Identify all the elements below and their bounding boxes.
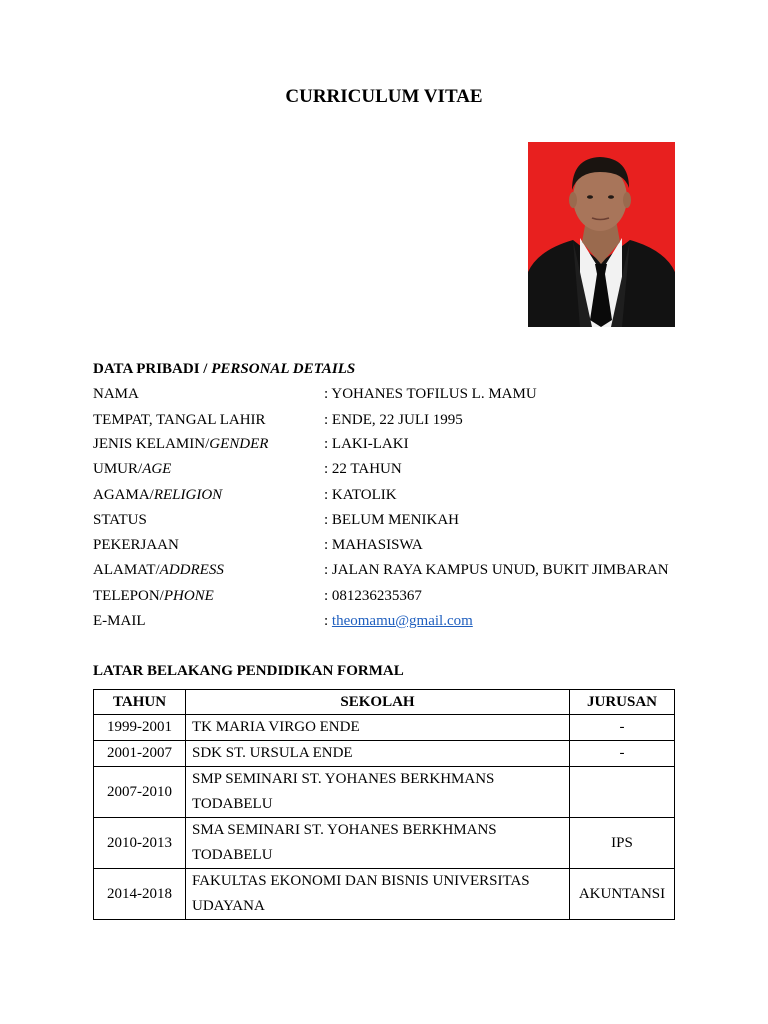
- detail-value: : BELUM MENIKAH: [324, 512, 459, 528]
- detail-value: : KATOLIK: [324, 487, 397, 503]
- cell-year: 1999-2001: [94, 715, 186, 741]
- detail-label: PEKERJAAN: [93, 537, 179, 553]
- detail-value: : theomamu@gmail.com: [324, 613, 473, 629]
- col-header-year: TAHUN: [94, 690, 186, 715]
- cell-major: -: [570, 741, 675, 767]
- detail-label: JENIS KELAMIN/GENDER: [93, 436, 269, 452]
- detail-value: : 22 TAHUN: [324, 461, 402, 477]
- detail-value: : LAKI-LAKI: [324, 436, 409, 452]
- email-link[interactable]: theomamu@gmail.com: [331, 613, 473, 629]
- detail-value: : MAHASISWA: [324, 537, 423, 553]
- education-heading: LATAR BELAKANG PENDIDIKAN FORMAL: [93, 663, 404, 679]
- profile-photo: [528, 142, 675, 327]
- cell-year: 2001-2007: [94, 741, 186, 767]
- table-header-row: [94, 690, 675, 715]
- cell-school: SMA SEMINARI ST. YOHANES BERKHMANS TODABELU: [186, 818, 570, 869]
- detail-label: TEMPAT, TANGAL LAHIR: [93, 412, 266, 428]
- personal-heading-main: DATA PRIBADI /: [93, 361, 212, 377]
- detail-label: STATUS: [93, 512, 147, 528]
- education-table: [93, 689, 675, 920]
- detail-value: : YOHANES TOFILUS L. MAMU: [324, 386, 537, 402]
- detail-value: : JALAN RAYA KAMPUS UNUD, BUKIT JIMBARAN: [324, 562, 669, 578]
- detail-label: ALAMAT/ADDRESS: [93, 562, 224, 578]
- detail-label: TELEPON/PHONE: [93, 588, 214, 604]
- cell-year: 2007-2010: [94, 767, 186, 818]
- table-row: [94, 818, 675, 869]
- detail-label: AGAMA/RELIGION: [93, 487, 223, 503]
- table-row: [94, 741, 675, 767]
- cell-school: FAKULTAS EKONOMI DAN BISNIS UNIVERSITAS UDAYANA: [186, 869, 570, 920]
- document-title: CURRICULUM VITAE: [285, 86, 483, 107]
- cell-major: IPS: [570, 818, 675, 869]
- cell-school: SDK ST. URSULA ENDE: [186, 741, 570, 767]
- col-header-school: SEKOLAH: [186, 690, 570, 715]
- personal-details-heading: [93, 361, 355, 378]
- detail-label: E-MAIL: [93, 613, 146, 629]
- table-row: [94, 715, 675, 741]
- detail-label: NAMA: [93, 386, 139, 402]
- cell-major: [570, 767, 675, 818]
- cell-year: 2010-2013: [94, 818, 186, 869]
- detail-value: : ENDE, 22 JULI 1995: [324, 412, 463, 428]
- cell-major: AKUNTANSI: [570, 869, 675, 920]
- cell-school: TK MARIA VIRGO ENDE: [186, 715, 570, 741]
- col-header-major: JURUSAN: [570, 690, 675, 715]
- person-portrait-icon: [528, 142, 675, 327]
- cell-major: -: [570, 715, 675, 741]
- cell-school: SMP SEMINARI ST. YOHANES BERKHMANS TODABELU: [186, 767, 570, 818]
- detail-value: : 081236235367: [324, 588, 422, 604]
- table-row: [94, 869, 675, 920]
- personal-heading-italic: PERSONAL DETAILS: [211, 361, 356, 377]
- cell-year: 2014-2018: [94, 869, 186, 920]
- table-row: [94, 767, 675, 818]
- detail-label: UMUR/AGE: [93, 461, 172, 477]
